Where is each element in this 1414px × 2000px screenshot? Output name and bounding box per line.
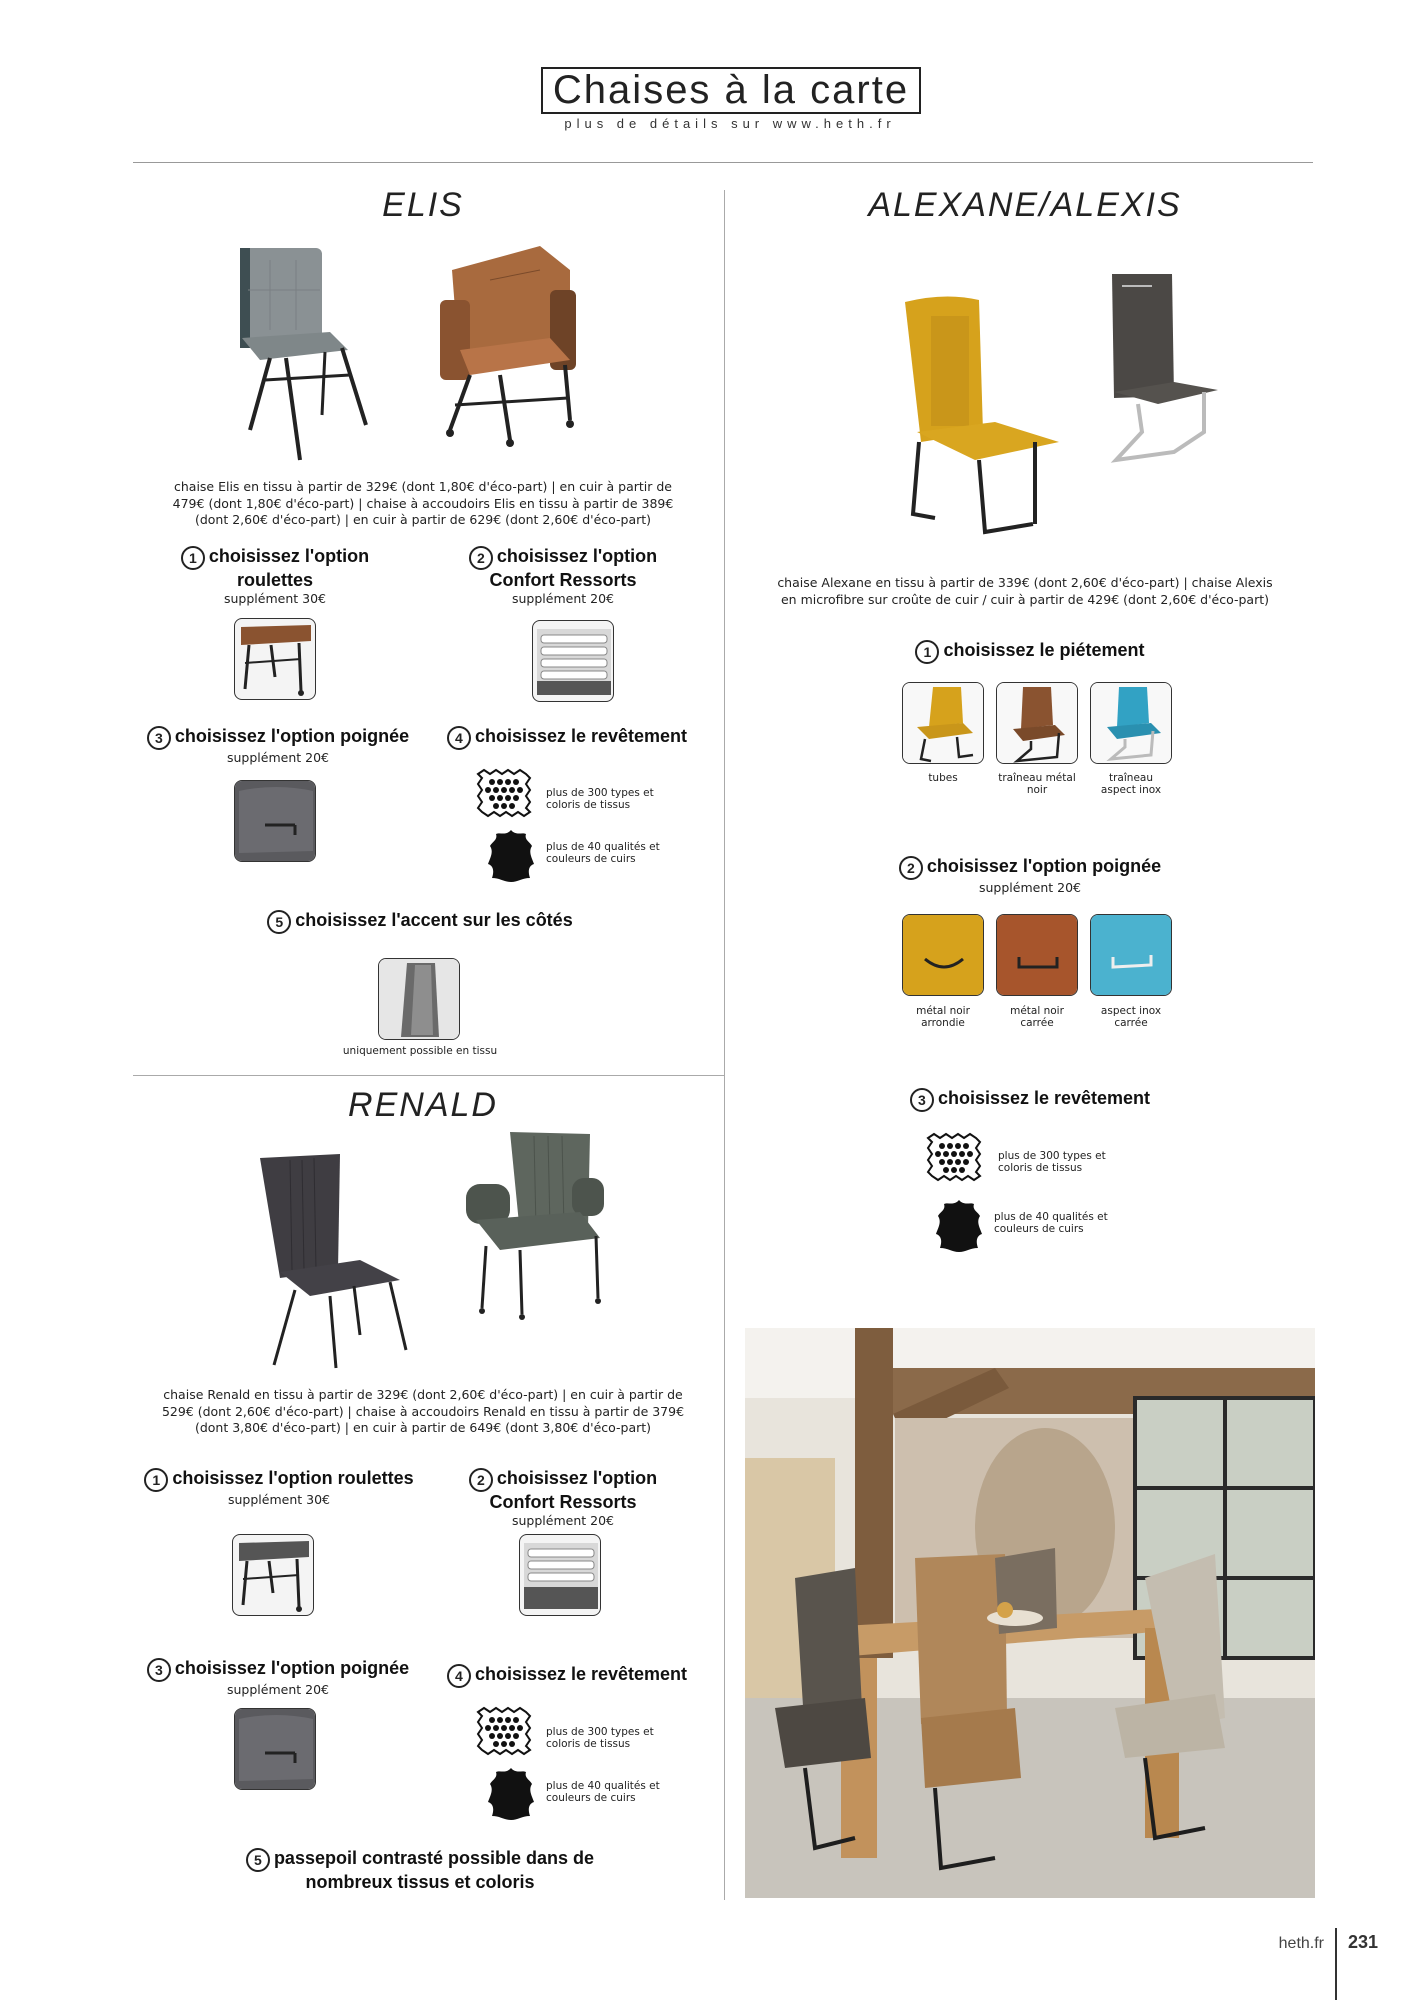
- elis-option-confort-ressorts: 2 choisissez l'option Confort Ressorts supplément 20€: [458, 546, 668, 606]
- renald-leather-note: plus de 40 qualités et couleurs de cuirs: [546, 1780, 660, 1804]
- page-subtitle: plus de détails sur www.heth.fr: [564, 116, 896, 131]
- page-title-box: [541, 67, 921, 114]
- alexane-title: ALEXANE/ALEXIS: [868, 186, 1182, 224]
- elis-roulettes-thumb[interactable]: [234, 618, 316, 700]
- alexane-chair-image: [895, 292, 1075, 557]
- alexis-chair-image: [1108, 272, 1228, 472]
- elis-title: ELIS: [382, 186, 464, 224]
- elis-option-revetement: 4 choisissez le revêtement: [432, 726, 702, 750]
- elis-option-accent: 5 choisissez l'accent sur les côtés: [220, 910, 620, 934]
- handle-caption-1: métal noir arrondie: [916, 1005, 970, 1029]
- column-divider: [724, 190, 725, 1900]
- elis-armchair-image: [430, 240, 590, 450]
- renald-fabric-note: plus de 300 types et coloris de tissus: [546, 1726, 654, 1750]
- section-divider: [133, 1075, 724, 1076]
- handle-metal-noir-arrondie-thumb[interactable]: [902, 914, 984, 996]
- top-divider: [133, 162, 1313, 163]
- elis-handle-thumb[interactable]: [234, 780, 316, 862]
- renald-option-roulettes: 1 choisissez l'option roulettes supplément 30€: [134, 1468, 424, 1507]
- page-number: 231: [1348, 1932, 1379, 1952]
- elis-option-poignee: 3 choisissez l'option poignée supplément 20€: [138, 726, 418, 765]
- fabric-icon: [474, 1706, 534, 1756]
- elis-accent-note: uniquement possible en tissu: [342, 1045, 498, 1057]
- fabric-icon: [924, 1132, 984, 1182]
- elis-leather-note: plus de 40 qualités et couleurs de cuirs: [546, 841, 660, 865]
- elis-fabric-note: plus de 300 types et coloris de tissus: [546, 787, 654, 811]
- alexane-option-pietement: 1 choisissez le piétement: [900, 640, 1160, 664]
- renald-option-passepoil: 5 passepoil contrasté possible dans de nombreux tissus et coloris: [200, 1848, 640, 1893]
- elis-option-roulettes: 1 choisissez l'option roulettes supplément 30€: [170, 546, 380, 606]
- elis-description: chaise Elis en tissu à partir de 329€ (dont 1,80€ d'éco-part) | en cuir à partir de 479€ (dont 1,80€ d'éco-part) | chaise à accoudoirs Elis en tissu à partir de 389€ (dont 2,60€ d'éco-part) | en cuir à partir de 629€ (dont 2,60€ d'éco-part): [172, 479, 674, 527]
- fabric-icon: [474, 768, 534, 818]
- base-tubes-thumb[interactable]: [902, 682, 984, 764]
- renald-option-poignee: 3 choisissez l'option poignée supplément 20€: [138, 1658, 418, 1697]
- renald-chair-image: [250, 1150, 420, 1370]
- alexane-description: chaise Alexane en tissu à partir de 339€ (dont 2,60€ d'éco-part) | chaise Alexis en microfibre sur croûte de cuir / cuir à partir de 429€ (dont 2,60€ d'éco-part): [777, 575, 1273, 607]
- alexane-fabric-note: plus de 300 types et coloris de tissus: [998, 1150, 1106, 1174]
- base-caption-2: traîneau métal noir: [998, 772, 1076, 796]
- handle-caption-3: aspect inox carrée: [1100, 1005, 1162, 1029]
- renald-springs-thumb[interactable]: [519, 1534, 601, 1616]
- renald-option-revetement: 4 choisissez le revêtement: [432, 1664, 702, 1688]
- option-number: 1: [181, 546, 205, 570]
- alexane-leather-note: plus de 40 qualités et couleurs de cuirs: [994, 1211, 1108, 1235]
- renald-armchair-image: [460, 1128, 610, 1328]
- alexane-option-poignee: 2 choisissez l'option poignée supplément 20€: [880, 856, 1180, 895]
- elis-springs-thumb[interactable]: [532, 620, 614, 702]
- elis-chair-image: [230, 240, 380, 465]
- renald-option-confort-ressorts: 2 choisissez l'option Confort Ressorts supplément 20€: [458, 1468, 668, 1528]
- renald-description: chaise Renald en tissu à partir de 329€ (dont 2,60€ d'éco-part) | en cuir à partir de 529€ (dont 2,60€ d'éco-part) | chaise à accoudoirs Renald en tissu à partir de 379€ (dont 3,80€ d'éco-part) | en cuir à partir de 649€ (dont 3,80€ d'éco-part): [161, 1387, 685, 1435]
- footer-divider: [1335, 1928, 1337, 2000]
- leather-icon: [486, 1766, 536, 1822]
- renald-handle-thumb[interactable]: [234, 1708, 316, 1790]
- leather-icon: [934, 1198, 984, 1254]
- handle-aspect-inox-carree-thumb[interactable]: [1090, 914, 1172, 996]
- base-traineau-noir-thumb[interactable]: [996, 682, 1078, 764]
- alexane-option-revetement: 3 choisissez le revêtement: [880, 1088, 1180, 1112]
- renald-roulettes-thumb[interactable]: [232, 1534, 314, 1616]
- handle-metal-noir-carree-thumb[interactable]: [996, 914, 1078, 996]
- base-caption-1: tubes: [928, 772, 958, 784]
- base-traineau-inox-thumb[interactable]: [1090, 682, 1172, 764]
- base-caption-3: traîneau aspect inox: [1100, 772, 1162, 796]
- dining-room-photo: [745, 1328, 1315, 1898]
- leather-icon: [486, 828, 536, 884]
- elis-accent-thumb[interactable]: [378, 958, 460, 1040]
- footer-site: heth.fr: [1278, 1935, 1324, 1952]
- page-title: Chaises à la carte: [552, 68, 910, 112]
- renald-title: RENALD: [348, 1086, 498, 1124]
- handle-caption-2: métal noir carrée: [1010, 1005, 1064, 1029]
